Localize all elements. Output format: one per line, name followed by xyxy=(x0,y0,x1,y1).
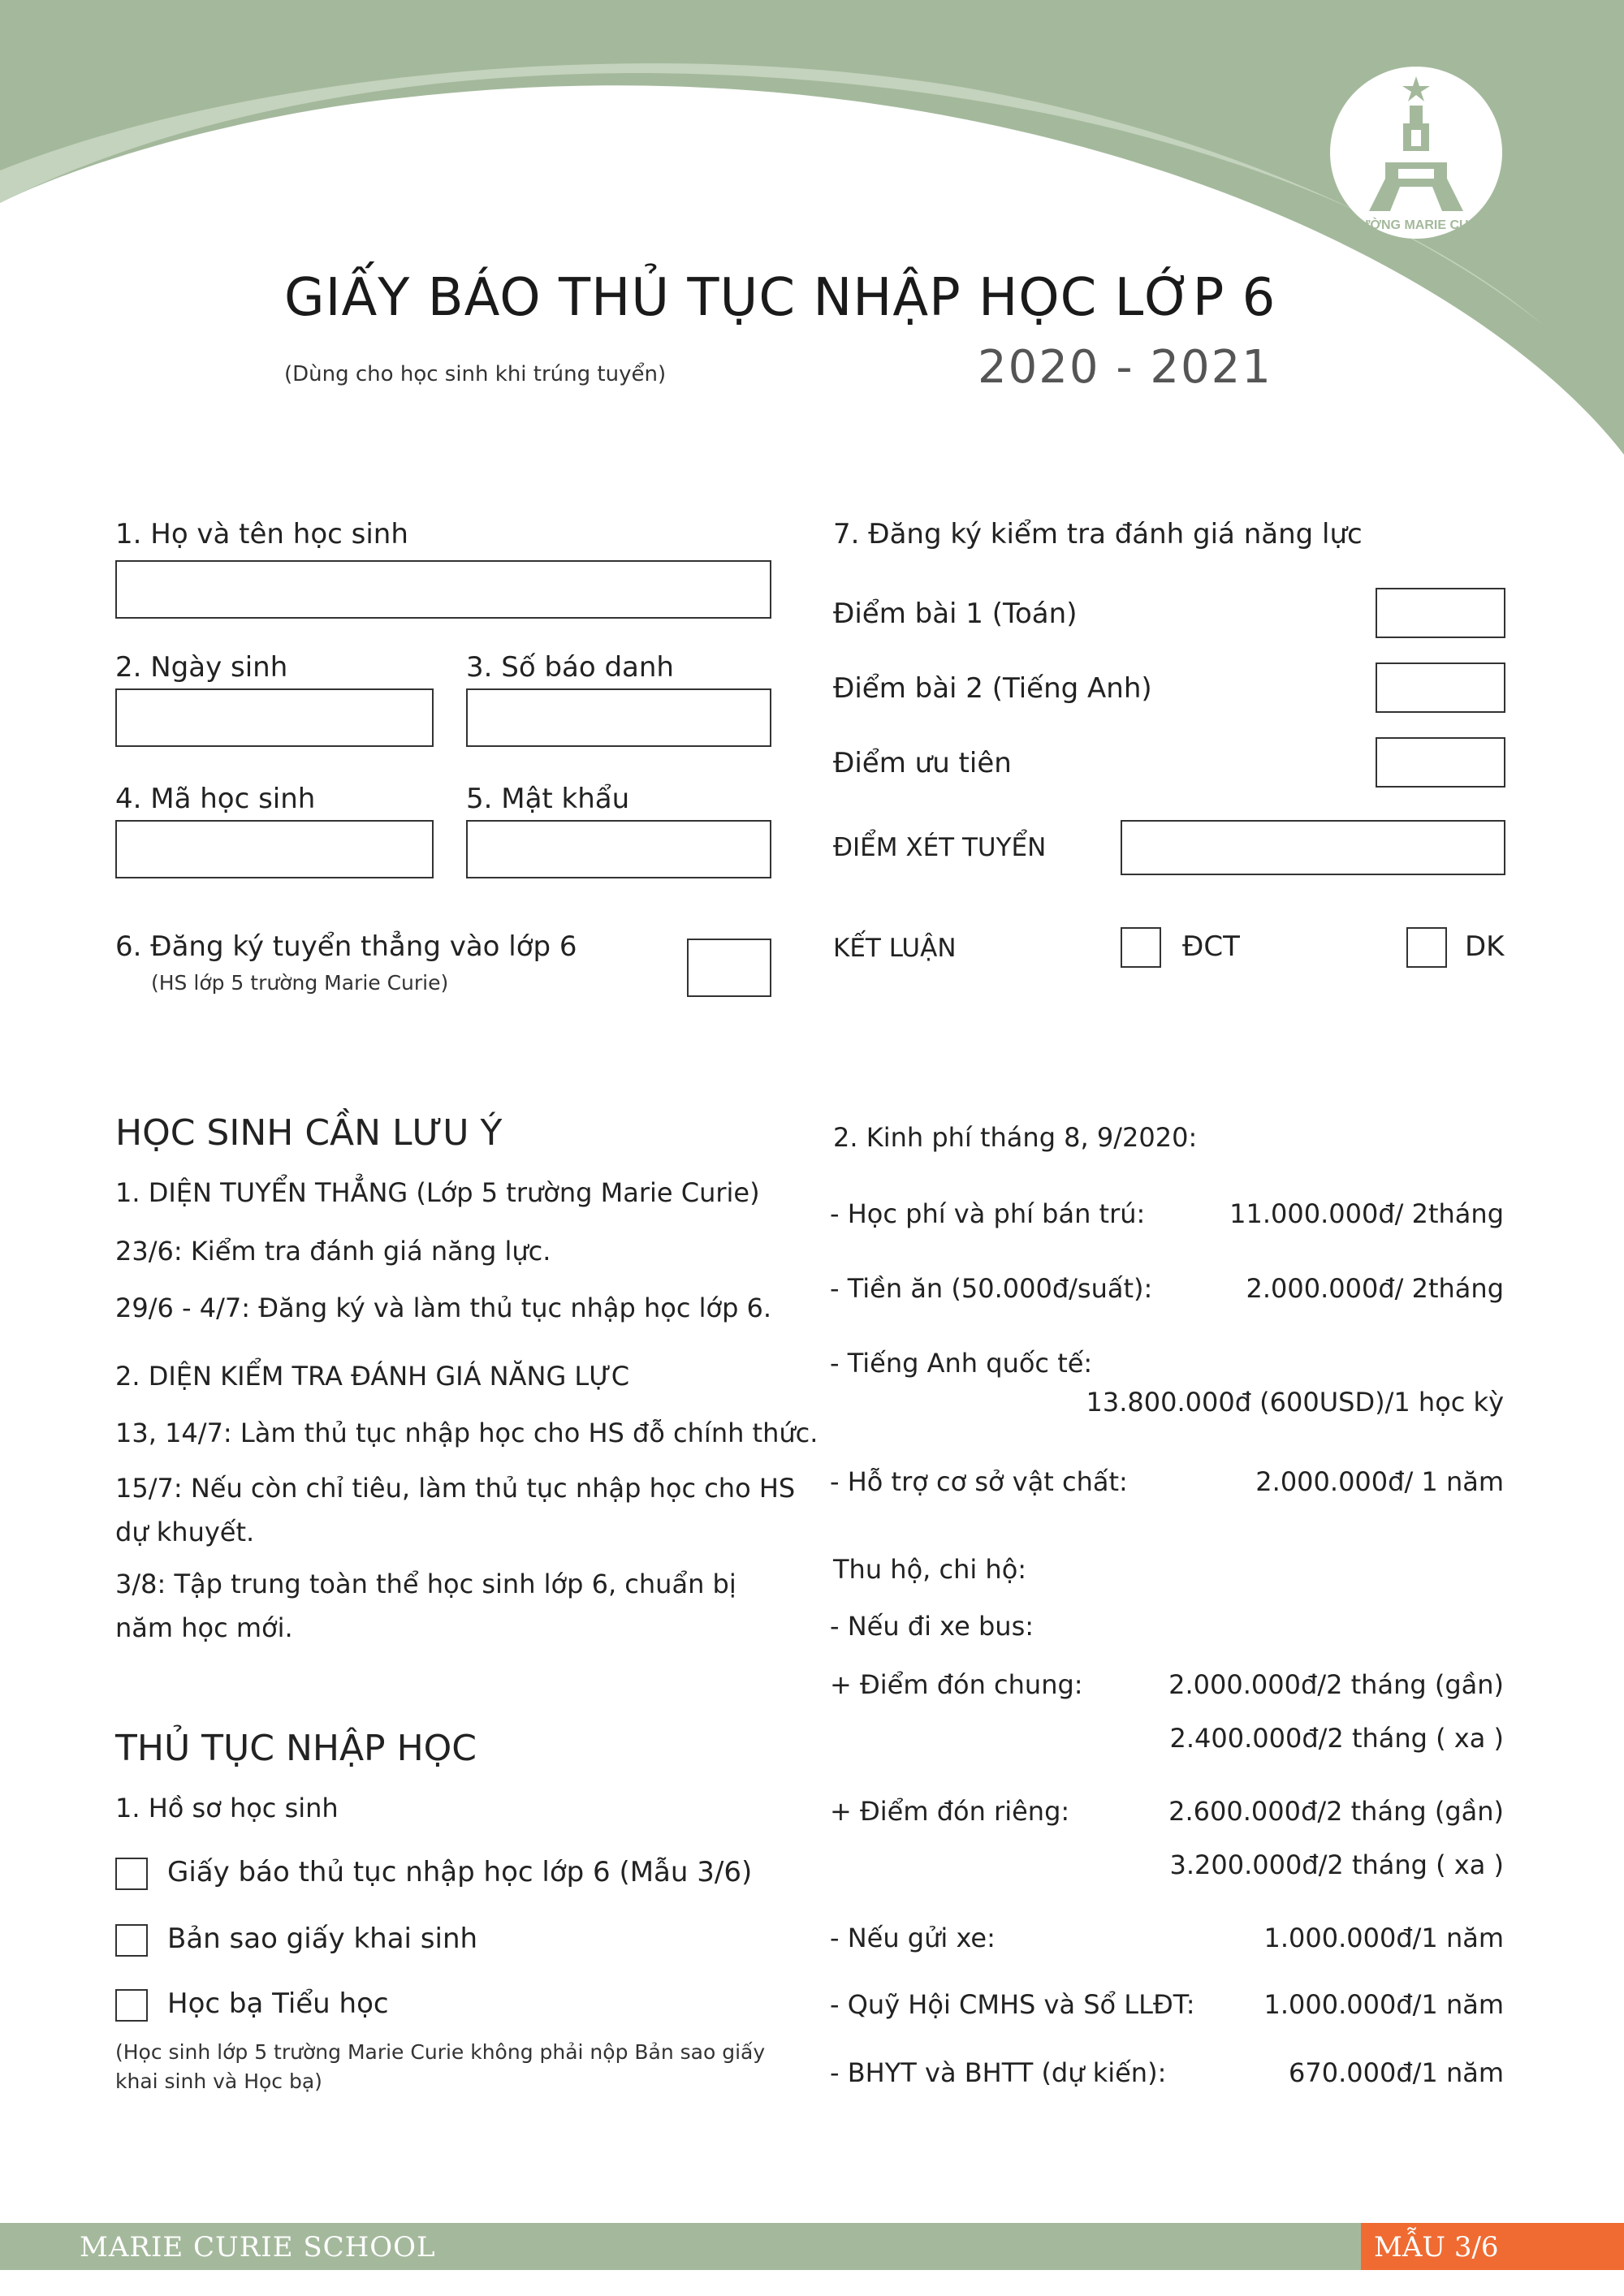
conclusion-dct-checkbox[interactable] xyxy=(1121,927,1161,968)
direct-admission-note: (HS lớp 5 trường Marie Curie) xyxy=(151,971,449,995)
field-label-birthdate: 2. Ngày sinh xyxy=(115,651,288,684)
conclusion-dk-label: DK xyxy=(1465,930,1505,963)
page-subtitle: (Dùng cho học sinh khi trúng tuyển) xyxy=(284,362,667,386)
field-label-exam-number: 3. Số báo danh xyxy=(466,651,674,684)
total-score-label: ĐIỂM XÉT TUYỂN xyxy=(833,833,1047,862)
pickup-private-label: + Điểm đón riêng: xyxy=(830,1796,1070,1827)
page-title: GIẤY BÁO THỦ TỤC NHẬP HỌC LỚP 6 xyxy=(284,268,1276,328)
priority-score-label: Điểm ưu tiên xyxy=(833,747,1012,779)
pickup-common-label: + Điểm đón chung: xyxy=(830,1669,1083,1700)
field-label-student-name: 1. Họ và tên học sinh xyxy=(115,518,408,550)
priority-score-input[interactable] xyxy=(1376,737,1505,788)
tuition-label: - Học phí và phí bán trú: xyxy=(830,1198,1146,1229)
direct-admission-checkbox[interactable] xyxy=(687,939,771,997)
logo-text: TRƯỜNG MARIE CURIE xyxy=(1341,218,1491,232)
doc-item-1: Giấy báo thủ tục nhập học lớp 6 (Mẫu 3/6) xyxy=(167,1856,753,1888)
parking-label: - Nếu gửi xe: xyxy=(830,1923,996,1953)
notes-section1-title-line: 1. DIỆN TUYỂN THẲNG (Lớp 5 trường Marie Curie) xyxy=(115,1177,760,1208)
doc-checkbox-1[interactable] xyxy=(115,1858,148,1890)
score-math-input[interactable] xyxy=(1376,588,1505,638)
birthdate-input[interactable] xyxy=(115,688,434,747)
collect-heading: Thu hộ, chi hộ: xyxy=(833,1554,1027,1585)
procedure-note: (Học sinh lớp 5 trường Marie Curie không phải nộp Bản sao giấy khai sinh và Học bạ) xyxy=(115,2040,766,2093)
password-input[interactable] xyxy=(466,820,771,878)
english-label: - Tiếng Anh quốc tế: xyxy=(830,1348,1093,1379)
english-value: 13.800.000đ (600USD)/1 học kỳ xyxy=(1086,1387,1504,1418)
pickup-common-far: 2.400.000đ/2 tháng ( xa ) xyxy=(1169,1723,1504,1754)
procedure-heading: THỦ TỤC NHẬP HỌC xyxy=(115,1728,477,1769)
facility-value: 2.000.000đ/ 1 năm xyxy=(1255,1466,1504,1497)
notes-heading: HỌC SINH CẦN LƯU Ý xyxy=(115,1112,503,1154)
fund-value: 1.000.000đ/1 năm xyxy=(1263,1989,1504,2020)
notes-section2-title: 2. DIỆN KIỂM TRA ĐÁNH GIÁ NĂNG LỰC xyxy=(115,1361,630,1392)
insurance-label: - BHYT và BHTT (dự kiến): xyxy=(830,2057,1167,2088)
meal-label: - Tiền ăn (50.000đ/suất): xyxy=(830,1273,1153,1304)
doc-item-2: Bản sao giấy khai sinh xyxy=(167,1923,478,1955)
score-english-input[interactable] xyxy=(1376,662,1505,713)
field-label-direct-admission: 6. Đăng ký tuyển thẳng vào lớp 6 xyxy=(115,930,577,963)
field-label-password: 5. Mật khẩu xyxy=(466,783,630,815)
field-label-assessment: 7. Đăng ký kiểm tra đánh giá năng lực xyxy=(833,518,1363,550)
procedure-subheading: 1. Hồ sơ học sinh xyxy=(115,1793,339,1823)
pickup-common-near: 2.000.000đ/2 tháng (gần) xyxy=(1168,1669,1504,1700)
parking-value: 1.000.000đ/1 năm xyxy=(1263,1923,1504,1953)
doc-checkbox-3[interactable] xyxy=(115,1989,148,2022)
pickup-private-far: 3.200.000đ/2 tháng ( xa ) xyxy=(1169,1849,1504,1880)
school-year: 2020 - 2021 xyxy=(978,341,1272,394)
exam-number-input[interactable] xyxy=(466,688,771,747)
conclusion-dk-checkbox[interactable] xyxy=(1406,927,1447,968)
conclusion-label: KẾT LUẬN xyxy=(833,934,957,963)
tuition-value: 11.000.000đ/ 2tháng xyxy=(1229,1198,1504,1229)
notes-section2-line3: 3/8: Tập trung toàn thể học sinh lớp 6, chuẩn bị năm học mới. xyxy=(115,1569,736,1643)
footer-school-name: MARIE CURIE SCHOOL xyxy=(80,2231,436,2264)
doc-item-3: Học bạ Tiểu học xyxy=(167,1987,389,2020)
meal-value: 2.000.000đ/ 2tháng xyxy=(1246,1273,1504,1304)
student-id-input[interactable] xyxy=(115,820,434,878)
footer-form-code: MẪU 3/6 xyxy=(1374,2231,1499,2264)
pickup-private-near: 2.600.000đ/2 tháng (gần) xyxy=(1168,1796,1504,1827)
doc-checkbox-2[interactable] xyxy=(115,1924,148,1957)
insurance-value: 670.000đ/1 năm xyxy=(1288,2057,1504,2088)
score-math-label: Điểm bài 1 (Toán) xyxy=(833,598,1078,630)
school-logo xyxy=(1328,65,1504,240)
score-english-label: Điểm bài 2 (Tiếng Anh) xyxy=(833,672,1152,705)
facility-label: - Hỗ trợ cơ sở vật chất: xyxy=(830,1466,1128,1497)
notes-section2-line1: 13, 14/7: Làm thủ tục nhập học cho HS đỗ chính thức. xyxy=(115,1418,818,1448)
fund-label: - Quỹ Hội CMHS và Sổ LLĐT: xyxy=(830,1989,1195,2020)
student-name-input[interactable] xyxy=(115,560,771,619)
notes-section1-line1: 23/6: Kiểm tra đánh giá năng lực. xyxy=(115,1236,551,1267)
fees-heading: 2. Kinh phí tháng 8, 9/2020: xyxy=(833,1122,1198,1153)
field-label-student-id: 4. Mã học sinh xyxy=(115,783,316,815)
total-score-input[interactable] xyxy=(1121,820,1505,875)
notes-section2-line2: 15/7: Nếu còn chỉ tiêu, làm thủ tục nhập học cho HS dự khuyết. xyxy=(115,1473,796,1547)
conclusion-dct-label: ĐCT xyxy=(1182,930,1240,963)
notes-section1-line2: 29/6 - 4/7: Đăng ký và làm thủ tục nhập học lớp 6. xyxy=(115,1293,772,1323)
bus-label: - Nếu đi xe bus: xyxy=(830,1611,1034,1642)
